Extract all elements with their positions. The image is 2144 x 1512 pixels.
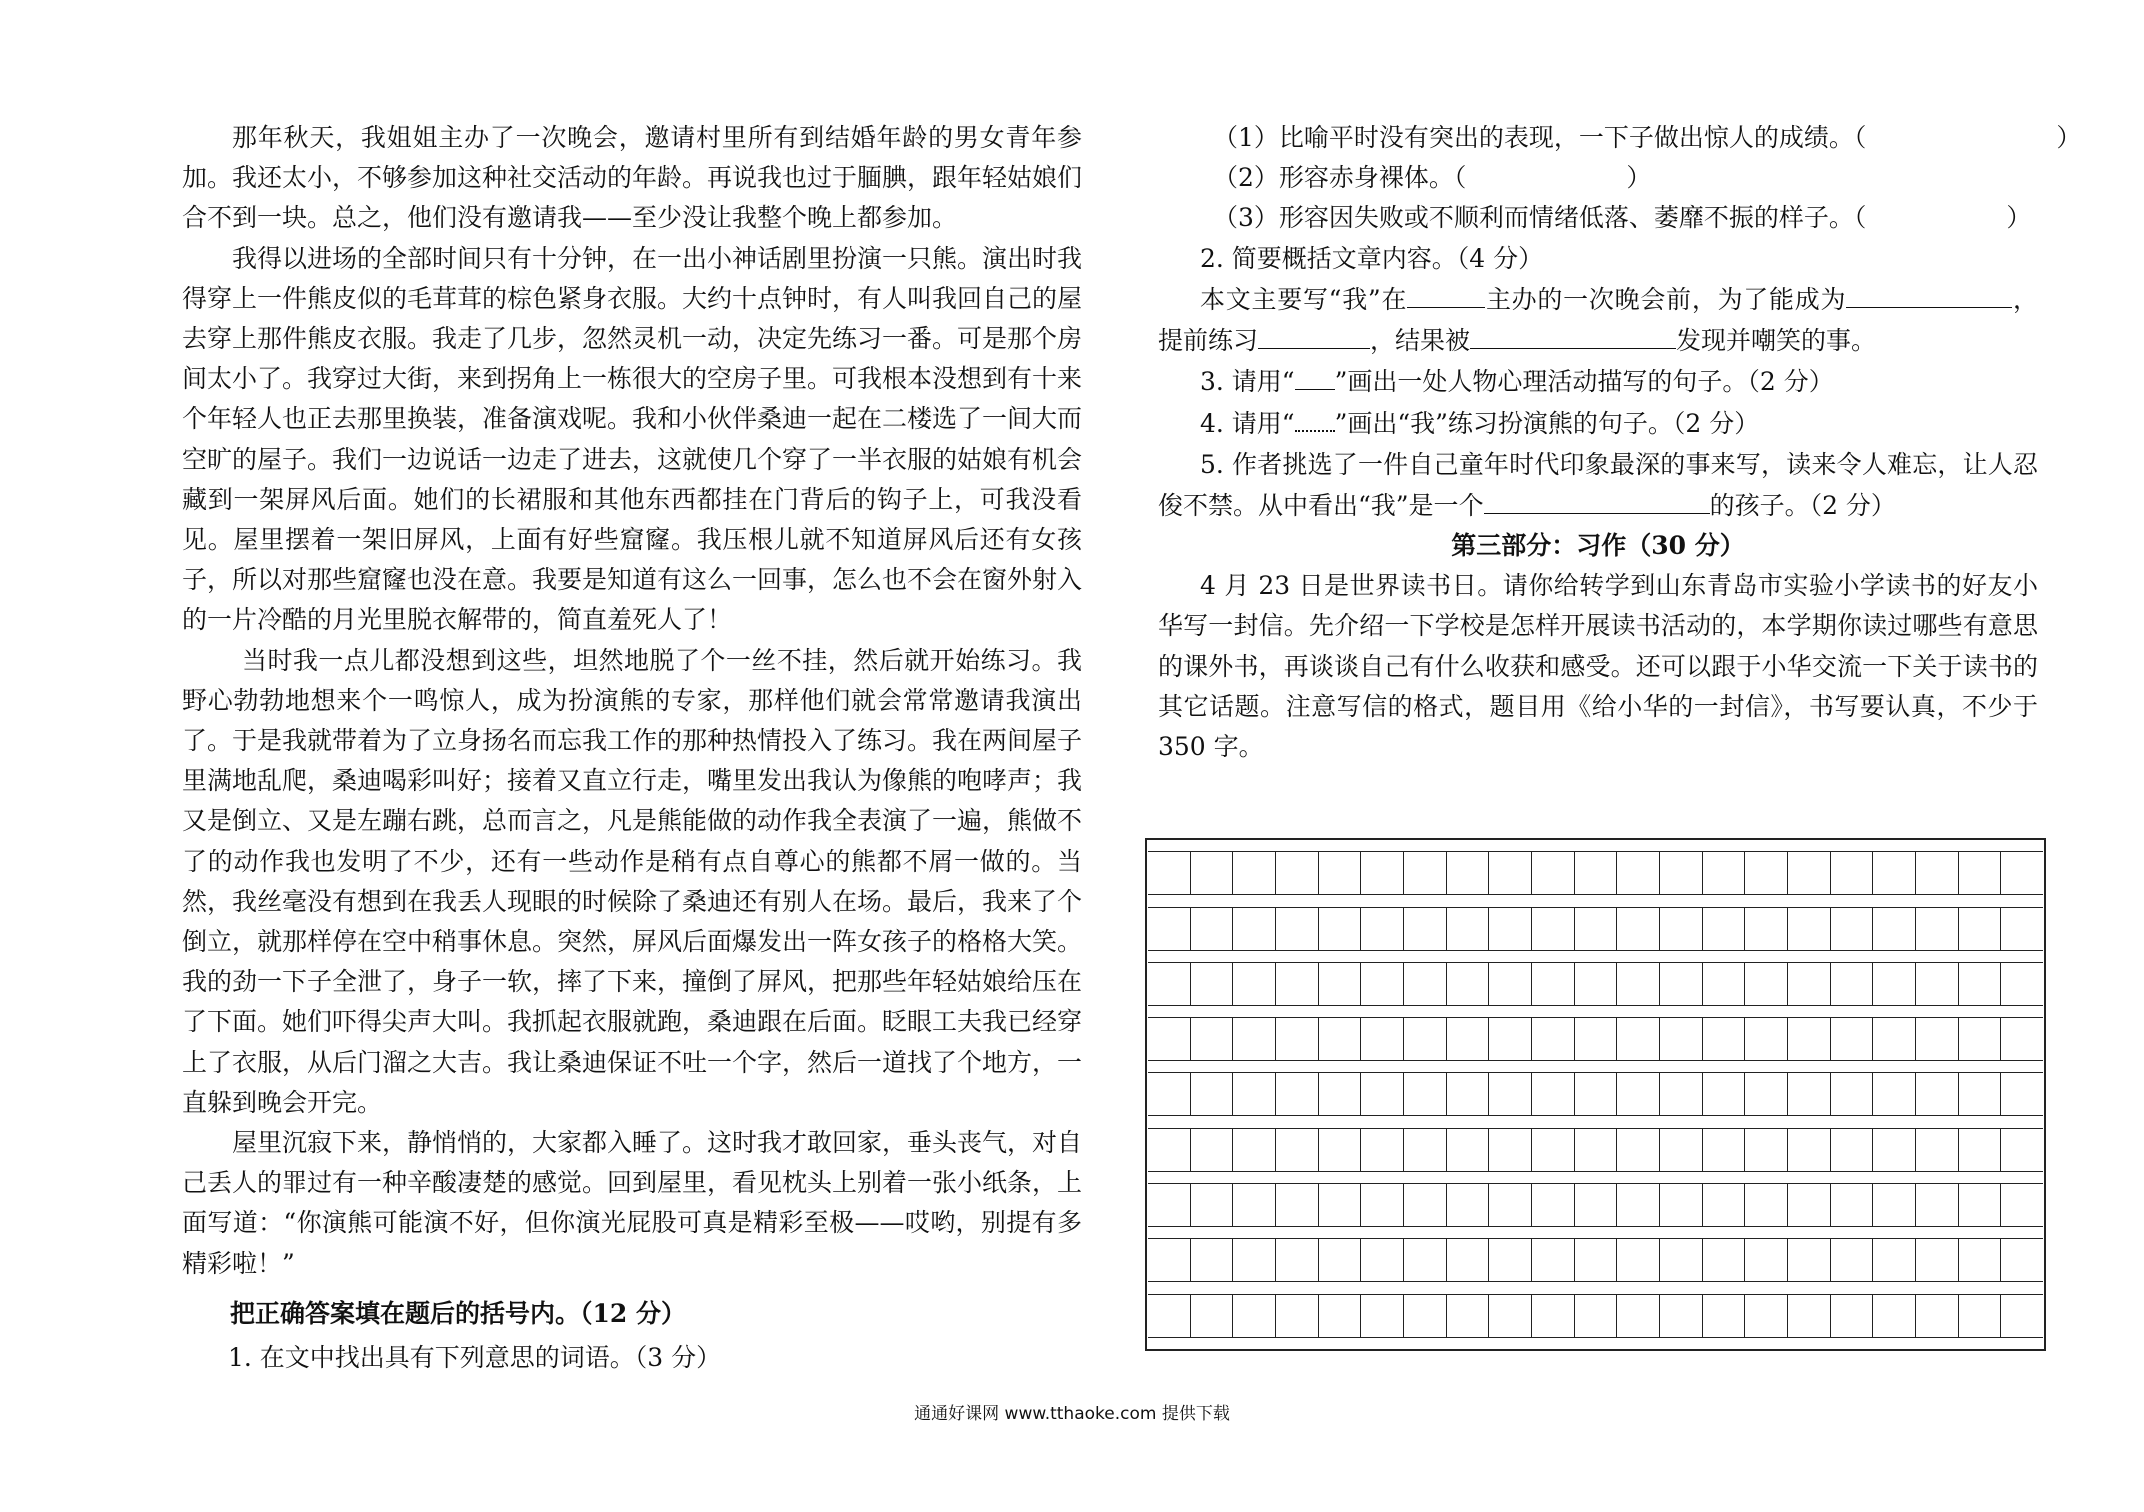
grid-cell[interactable] xyxy=(1959,1184,2002,1226)
grid-cell[interactable] xyxy=(1575,1129,1618,1171)
grid-cell[interactable] xyxy=(1703,908,1746,950)
grid-cell[interactable] xyxy=(1361,1073,1404,1115)
grid-cell[interactable] xyxy=(1191,1239,1234,1281)
grid-cell[interactable] xyxy=(1319,963,1362,1005)
grid-cell[interactable] xyxy=(1319,908,1362,950)
grid-cell[interactable] xyxy=(1916,963,1959,1005)
grid-row xyxy=(1148,851,2043,895)
grid-cell[interactable] xyxy=(1489,1018,1532,1060)
grid-cell[interactable] xyxy=(1191,852,1234,894)
grid-cell[interactable] xyxy=(1788,1073,1831,1115)
questions-heading: 把正确答案填在题后的括号内。（12 分） xyxy=(230,1298,686,1328)
grid-cell[interactable] xyxy=(2001,852,2043,894)
grid-cell[interactable] xyxy=(1831,1295,1874,1337)
grid-cell[interactable] xyxy=(1276,1018,1319,1060)
grid-cell[interactable] xyxy=(1361,963,1404,1005)
grid-cell[interactable] xyxy=(1575,1184,1618,1226)
grid-cell[interactable] xyxy=(1660,1018,1703,1060)
grid-cell[interactable] xyxy=(1703,1073,1746,1115)
grid-cell[interactable] xyxy=(1361,908,1404,950)
grid-cell[interactable] xyxy=(1617,1295,1660,1337)
grid-row xyxy=(1148,962,2043,1006)
grid-cell[interactable] xyxy=(1276,852,1319,894)
grid-cell[interactable] xyxy=(1575,852,1618,894)
grid-cell[interactable] xyxy=(1148,1295,1191,1337)
grid-cell[interactable] xyxy=(1617,1239,1660,1281)
grid-row xyxy=(1148,1238,2043,1282)
wavy-underline-sample xyxy=(1295,402,1335,432)
grid-cell[interactable] xyxy=(1233,1073,1276,1115)
grid-cell[interactable] xyxy=(1575,908,1618,950)
grid-cell[interactable] xyxy=(1831,963,1874,1005)
question-1: 1. 在文中找出具有下列意思的词语。（3 分） xyxy=(228,1343,722,1373)
grid-cell[interactable] xyxy=(1361,1239,1404,1281)
grid-cell[interactable] xyxy=(1703,1295,1746,1337)
grid-cell[interactable] xyxy=(1575,1018,1618,1060)
grid-cell[interactable] xyxy=(1532,1129,1575,1171)
grid-cell[interactable] xyxy=(1361,1018,1404,1060)
grid-cell[interactable] xyxy=(1788,852,1831,894)
grid-cell[interactable] xyxy=(1276,1295,1319,1337)
question-5: 5. 作者挑选了一件自己童年时代印象最深的事来写，读来令人难忘，让人忍俊不禁。从中看出“我”是一个 的孩子。（2 分） xyxy=(1158,449,2038,520)
grid-row xyxy=(1148,907,2043,951)
grid-cell[interactable] xyxy=(1745,1018,1788,1060)
grid-cell[interactable] xyxy=(1831,1018,1874,1060)
answer-blank[interactable] xyxy=(1407,279,1485,308)
grid-cell[interactable] xyxy=(1148,1129,1191,1171)
grid-cell[interactable] xyxy=(1831,852,1874,894)
section-3-title: 第三部分：习作（30 分） xyxy=(1451,531,1745,561)
grid-cell[interactable] xyxy=(1233,1129,1276,1171)
grid-cell[interactable] xyxy=(1191,1184,1234,1226)
grid-cell[interactable] xyxy=(1447,963,1490,1005)
grid-cell[interactable] xyxy=(1575,1295,1618,1337)
grid-cell[interactable] xyxy=(1617,1129,1660,1171)
grid-cell[interactable] xyxy=(1745,1073,1788,1115)
grid-cell[interactable] xyxy=(1788,1239,1831,1281)
grid-cell[interactable] xyxy=(1233,1295,1276,1337)
grid-cell[interactable] xyxy=(1703,1018,1746,1060)
grid-cell[interactable] xyxy=(1319,1129,1362,1171)
grid-cell[interactable] xyxy=(1191,963,1234,1005)
footer-source: 通通好课网 www.tthaoke.com 提供下载 xyxy=(914,1404,1230,1424)
grid-cell[interactable] xyxy=(1361,852,1404,894)
grid-cell[interactable] xyxy=(1148,1184,1191,1226)
grid-cell[interactable] xyxy=(1489,1295,1532,1337)
grid-cell[interactable] xyxy=(1873,1129,1916,1171)
answer-blank[interactable] xyxy=(1484,485,1710,514)
grid-cell[interactable] xyxy=(1489,852,1532,894)
question-3: 3. 请用“ ”画出一处人物心理活动描写的句子。（2 分） xyxy=(1200,361,2038,402)
grid-cell[interactable] xyxy=(1319,1018,1362,1060)
passage-paragraph-3: 当时我一点儿都没想到这些，坦然地脱了个一丝不挂，然后就开始练习。我野心勃勃地想来个一鸣惊人，成为扮演熊的专家，那样他们就会常常邀请我演出了。于是我就带着为了立身扬名而忘我工作的那种热情投入了练习。我在两间屋子里满地乱爬，桑迪喝彩叫好；接着又直立行走，嘴里发出我认为像熊的咆哮声；我又是倒立、又是左蹦右跳，总而言之，凡是熊能做的动作我全表演了一遍，熊做不了的动作我也发明了不少，还有一些动作是稍有点自尊心的熊都不屑一做的。当然，我丝毫没有想到在我丢人现眼的时候除了桑迪还有别人在场。最后，我来了个倒立，就那样停在空中稍事休息。突然，屏风后面爆发出一阵女孩子的格格大笑。我的劲一下子全泄了，身子一软，摔了下来，撞倒了屏风，把那些年轻姑娘给压在了下面。她们吓得尖声大叫。我抓起衣服就跑，桑迪跟在后面。眨眼工夫我已经穿上了衣服，从后门溜之大吉。我让桑迪保证不吐一个字，然后一道找了个地方，一直躲到晚会开完。 xyxy=(182,645,1083,1117)
grid-row xyxy=(1148,1128,2043,1172)
grid-cell[interactable] xyxy=(1831,1239,1874,1281)
grid-cell[interactable] xyxy=(1831,1073,1874,1115)
grid-cell[interactable] xyxy=(1191,1295,1234,1337)
grid-cell[interactable] xyxy=(1148,963,1191,1005)
grid-cell[interactable] xyxy=(2001,1129,2043,1171)
grid-cell[interactable] xyxy=(1745,1184,1788,1226)
grid-cell[interactable] xyxy=(1404,1129,1447,1171)
grid-cell[interactable] xyxy=(1703,852,1746,894)
grid-cell[interactable] xyxy=(1575,963,1618,1005)
answer-blank[interactable] xyxy=(1466,158,1626,186)
grid-cell[interactable] xyxy=(1276,963,1319,1005)
grid-cell[interactable] xyxy=(1191,908,1234,950)
grid-cell[interactable] xyxy=(1191,1073,1234,1115)
grid-cell[interactable] xyxy=(1489,908,1532,950)
grid-cell[interactable] xyxy=(1319,1295,1362,1337)
grid-cell[interactable] xyxy=(1532,1018,1575,1060)
grid-cell[interactable] xyxy=(1959,1239,2002,1281)
grid-cell[interactable] xyxy=(1532,1073,1575,1115)
grid-cell[interactable] xyxy=(2001,1073,2043,1115)
grid-cell[interactable] xyxy=(1788,1129,1831,1171)
grid-cell[interactable] xyxy=(1660,1239,1703,1281)
grid-cell[interactable] xyxy=(1831,908,1874,950)
grid-row xyxy=(1148,1183,2043,1227)
grid-cell[interactable] xyxy=(1916,1129,1959,1171)
passage-paragraph-4: 屋里沉寂下来，静悄悄的，大家都入睡了。这时我才敢回家，垂头丧气，对自己丢人的罪过有一种辛酸凄楚的感觉。回到屋里，看见枕头上别着一张小纸条，上面写道：“你演熊可能演不好，但你演光屁股可真是精彩至极——哎哟，别提有多精彩啦！” xyxy=(182,1128,1083,1278)
grid-cell[interactable] xyxy=(1873,1018,1916,1060)
grid-cell[interactable] xyxy=(1959,908,2002,950)
grid-cell[interactable] xyxy=(1959,963,2002,1005)
grid-cell[interactable] xyxy=(1233,1184,1276,1226)
grid-cell[interactable] xyxy=(1745,1239,1788,1281)
grid-cell[interactable] xyxy=(1916,1239,1959,1281)
grid-cell[interactable] xyxy=(1873,963,1916,1005)
grid-cell[interactable] xyxy=(1447,1295,1490,1337)
grid-cell[interactable] xyxy=(1745,852,1788,894)
reading-passage-column xyxy=(182,118,1082,1378)
grid-cell[interactable] xyxy=(1447,1129,1490,1171)
grid-cell[interactable] xyxy=(1660,908,1703,950)
grid-cell[interactable] xyxy=(1404,1239,1447,1281)
grid-cell[interactable] xyxy=(1788,908,1831,950)
grid-cell[interactable] xyxy=(1532,1239,1575,1281)
grid-cell[interactable] xyxy=(1703,1239,1746,1281)
grid-cell[interactable] xyxy=(1148,908,1191,950)
question-1-item-1: （1）比喻平时没有突出的表现，一下子做出惊人的成绩。（ ） xyxy=(1213,118,2038,158)
grid-cell[interactable] xyxy=(1831,1129,1874,1171)
grid-cell[interactable] xyxy=(1617,852,1660,894)
grid-row xyxy=(1148,1072,2043,1116)
grid-cell[interactable] xyxy=(1489,1239,1532,1281)
grid-cell[interactable] xyxy=(1489,1129,1532,1171)
grid-cell[interactable] xyxy=(1831,1184,1874,1226)
grid-cell[interactable] xyxy=(1148,1018,1191,1060)
grid-cell[interactable] xyxy=(1788,1018,1831,1060)
grid-cell[interactable] xyxy=(1447,1018,1490,1060)
grid-cell[interactable] xyxy=(1148,1239,1191,1281)
answer-blank[interactable] xyxy=(1866,198,2006,226)
grid-cell[interactable] xyxy=(1959,852,2002,894)
grid-cell[interactable] xyxy=(1788,1184,1831,1226)
grid-cell[interactable] xyxy=(1617,963,1660,1005)
grid-cell[interactable] xyxy=(1404,1295,1447,1337)
grid-cell[interactable] xyxy=(1745,963,1788,1005)
grid-cell[interactable] xyxy=(1447,1073,1490,1115)
grid-cell[interactable] xyxy=(1788,963,1831,1005)
grid-cell[interactable] xyxy=(1617,1184,1660,1226)
grid-cell[interactable] xyxy=(1873,852,1916,894)
grid-cell[interactable] xyxy=(1959,1295,2002,1337)
grid-cell[interactable] xyxy=(1617,1018,1660,1060)
grid-cell[interactable] xyxy=(2001,908,2043,950)
grid-cell[interactable] xyxy=(1959,1129,2002,1171)
grid-cell[interactable] xyxy=(1276,1073,1319,1115)
grid-cell[interactable] xyxy=(1660,1184,1703,1226)
grid-cell[interactable] xyxy=(1447,852,1490,894)
grid-cell[interactable] xyxy=(1404,1018,1447,1060)
grid-cell[interactable] xyxy=(1745,1295,1788,1337)
grid-cell[interactable] xyxy=(1276,908,1319,950)
grid-cell[interactable] xyxy=(1319,1073,1362,1115)
passage-paragraph-1: 那年秋天，我姐姐主办了一次晚会，邀请村里所有到结婚年龄的男女青年参加。我还太小，不够参加这种社交活动的年龄。再说我也过于腼腆，跟年轻姑娘们合不到一块。总之，他们没有邀请我——至少没让我整个晚上都参加。 xyxy=(182,123,1083,233)
grid-cell[interactable] xyxy=(1361,1184,1404,1226)
grid-cell[interactable] xyxy=(1532,1184,1575,1226)
grid-cell[interactable] xyxy=(1532,852,1575,894)
grid-cell[interactable] xyxy=(1916,908,1959,950)
grid-cell[interactable] xyxy=(1447,908,1490,950)
grid-cell[interactable] xyxy=(2001,1018,2043,1060)
grid-cell[interactable] xyxy=(1191,1018,1234,1060)
grid-cell[interactable] xyxy=(1404,852,1447,894)
grid-cell[interactable] xyxy=(1703,1129,1746,1171)
grid-cell[interactable] xyxy=(1660,852,1703,894)
composition-grid[interactable] xyxy=(1145,838,2046,1351)
grid-cell[interactable] xyxy=(1447,1239,1490,1281)
grid-cell[interactable] xyxy=(1447,1184,1490,1226)
passage-paragraph-2: 我得以进场的全部时间只有十分钟，在一出小神话剧里扮演一只熊。演出时我得穿上一件熊皮似的毛茸茸的棕色紧身衣服。大约十点钟时，有人叫我回自己的屋去穿上那件熊皮衣服。我走了几步，忽然灵机一动，决定先练习一番。可是那个房间太小了。我穿过大街，来到拐角上一栋很大的空房子里。可我根本没想到有十来个年轻人也正去那里换装，准备演戏呢。我和小伙伴桑迪一起在二楼选了一间大而空旷的屋子。我们一边说话一边走了进去，这就使几个穿了一半衣服的姑娘有机会藏到一架屏风后面。她们的长裙服和其他东西都挂在门背后的钩子上，可我没看见。屋里摆着一架旧屏风，上面有好些窟窿。我压根儿就不知道屏风后还有女孩子，所以对那些窟窿也没在意。我要是知道有这么一回事，怎么也不会在窗外射入的一片冷酷的月光里脱衣解带的，简直羞死人了！ xyxy=(182,243,1083,635)
grid-cell[interactable] xyxy=(1745,1129,1788,1171)
grid-cell[interactable] xyxy=(1489,963,1532,1005)
grid-row xyxy=(1148,1294,2043,1338)
question-1-item-3: （3）形容因失败或不顺利而情绪低落、萎靡不振的样子。（ ） xyxy=(1213,198,2038,238)
grid-cell[interactable] xyxy=(1660,1073,1703,1115)
grid-cell[interactable] xyxy=(1788,1295,1831,1337)
question-2: 2. 简要概括文章内容。（4 分） xyxy=(1200,243,1544,273)
grid-cell[interactable] xyxy=(1489,1184,1532,1226)
underline-sample xyxy=(1295,361,1335,390)
grid-cell[interactable] xyxy=(1233,963,1276,1005)
grid-cell[interactable] xyxy=(1575,1073,1618,1115)
grid-cell[interactable] xyxy=(1703,1184,1746,1226)
grid-cell[interactable] xyxy=(1276,1239,1319,1281)
questions-column xyxy=(1158,118,2082,767)
answer-blank[interactable] xyxy=(1258,320,1370,349)
grid-cell[interactable] xyxy=(1660,1295,1703,1337)
grid-cell[interactable] xyxy=(1617,908,1660,950)
grid-cell[interactable] xyxy=(1148,1073,1191,1115)
grid-cell[interactable] xyxy=(1361,1295,1404,1337)
writing-prompt: 4 月 23 日是世界读书日。请你给转学到山东青岛市实验小学读书的好友小华写一封信。先介绍一下学校是怎样开展读书活动的，本学期你读过哪些有意思的课外书，再谈谈自己有什么收获和感受。还可以跟于小华交流一下关于读书的其它话题。注意写信的格式，题目用《给小华的一封信》，书写要认真，不少于 350 字。 xyxy=(1158,571,2038,762)
grid-cell[interactable] xyxy=(1319,1184,1362,1226)
grid-cell[interactable] xyxy=(1489,1073,1532,1115)
grid-cell[interactable] xyxy=(1361,1129,1404,1171)
grid-cell[interactable] xyxy=(1404,1184,1447,1226)
grid-cell[interactable] xyxy=(1233,1239,1276,1281)
grid-cell[interactable] xyxy=(1276,1129,1319,1171)
grid-cell[interactable] xyxy=(1233,852,1276,894)
grid-cell[interactable] xyxy=(1617,1073,1660,1115)
grid-cell[interactable] xyxy=(1916,852,1959,894)
grid-cell[interactable] xyxy=(2001,1239,2043,1281)
grid-cell[interactable] xyxy=(1404,1073,1447,1115)
grid-cell[interactable] xyxy=(1873,908,1916,950)
grid-cell[interactable] xyxy=(1745,908,1788,950)
grid-cell[interactable] xyxy=(1404,963,1447,1005)
grid-cell[interactable] xyxy=(1233,908,1276,950)
grid-cell[interactable] xyxy=(1233,1018,1276,1060)
question-4: 4. 请用“ ”画出“我”练习扮演熊的句子。（2 分） xyxy=(1200,402,2038,444)
answer-blank[interactable] xyxy=(1846,279,2012,308)
grid-cell[interactable] xyxy=(1959,1018,2002,1060)
grid-cell[interactable] xyxy=(1575,1239,1618,1281)
grid-cell[interactable] xyxy=(1148,852,1191,894)
grid-row xyxy=(1148,1017,2043,1061)
answer-blank[interactable] xyxy=(1866,118,2056,146)
grid-cell[interactable] xyxy=(1703,963,1746,1005)
grid-cell[interactable] xyxy=(2001,1295,2043,1337)
grid-cell[interactable] xyxy=(1660,963,1703,1005)
answer-blank[interactable] xyxy=(1470,320,1676,349)
grid-cell[interactable] xyxy=(1873,1184,1916,1226)
grid-cell[interactable] xyxy=(2001,963,2043,1005)
grid-cell[interactable] xyxy=(1916,1295,1959,1337)
grid-cell[interactable] xyxy=(2001,1184,2043,1226)
question-1-item-2: （2）形容赤身裸体。（ ） xyxy=(1213,158,2038,198)
grid-cell[interactable] xyxy=(1873,1239,1916,1281)
grid-cell[interactable] xyxy=(1532,908,1575,950)
grid-cell[interactable] xyxy=(1873,1295,1916,1337)
grid-cell[interactable] xyxy=(1916,1018,1959,1060)
grid-cell[interactable] xyxy=(1319,852,1362,894)
grid-cell[interactable] xyxy=(1532,1295,1575,1337)
grid-cell[interactable] xyxy=(1660,1129,1703,1171)
grid-cell[interactable] xyxy=(1404,908,1447,950)
grid-cell[interactable] xyxy=(1873,1073,1916,1115)
grid-cell[interactable] xyxy=(1532,963,1575,1005)
grid-cell[interactable] xyxy=(1319,1239,1362,1281)
grid-cell[interactable] xyxy=(1916,1073,1959,1115)
grid-cell[interactable] xyxy=(1959,1073,2002,1115)
grid-cell[interactable] xyxy=(1191,1129,1234,1171)
grid-cell[interactable] xyxy=(1276,1184,1319,1226)
grid-cell[interactable] xyxy=(1916,1184,1959,1226)
question-2-summary: 本文主要写“我”在 主办的一次晚会前，为了能成为 ，提前练习 ，结果被 发现并嘲笑的事。 xyxy=(1158,279,2038,361)
